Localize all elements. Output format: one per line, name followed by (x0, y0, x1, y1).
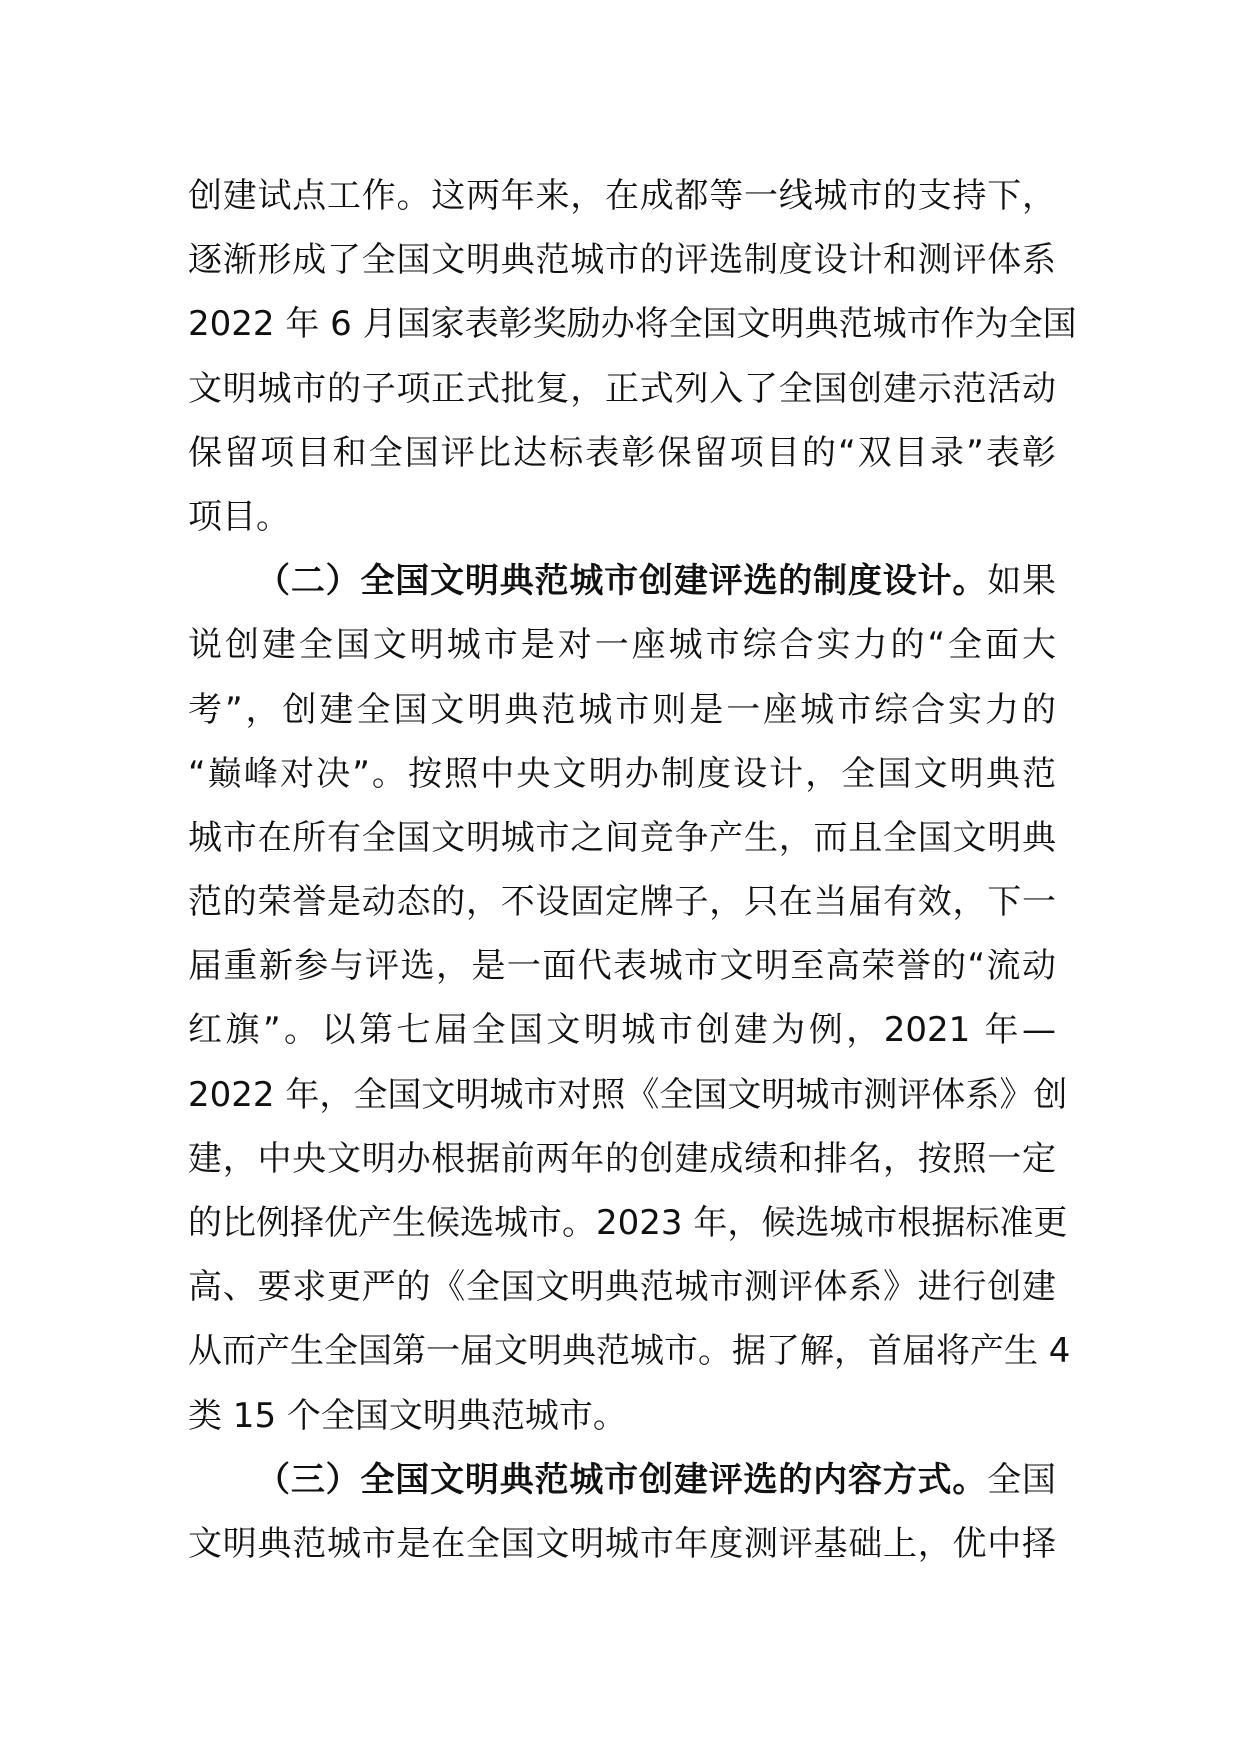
text-line: 2022 年，全国文明城市对照《全国文明城市测评体系》创 (188, 1074, 1068, 1115)
text-line: 项目。 (188, 496, 290, 537)
section-heading: （三）全国文明典范城市创建评选的内容方式。 (256, 1459, 988, 1500)
heading-line-rest: 如果 (987, 561, 1057, 602)
text-line: 城市在所有全国文明城市之间竞争产生，而且全国文明典 (188, 817, 1056, 858)
text-line: 届重新参与评选，是一面代表城市文明至高荣誉的“流动 (188, 946, 1056, 987)
text-line: 2022 年 6 月国家表彰奖励办将全国文明典范城市作为全国 (188, 304, 1077, 345)
paragraph (188, 164, 1077, 549)
section-heading-line (188, 1448, 1056, 1512)
body-text (188, 164, 1077, 1576)
text-line: “巅峰对决”。按照中央文明办制度设计，全国文明典范 (188, 753, 1056, 794)
paragraph (188, 1448, 1056, 1576)
heading-line-rest: 全国 (987, 1459, 1057, 1500)
text-line: 建，中央文明办根据前两年的创建成绩和排名，按照一定 (188, 1138, 1056, 1179)
text-line: 文明典范城市是在全国文明城市年度测评基础上，优中择 (188, 1523, 1056, 1564)
text-line: 说创建全国文明城市是对一座城市综合实力的“全面大 (188, 625, 1056, 666)
text-line: 文明城市的子项正式批复，正式列入了全国创建示范活动 (188, 368, 1056, 409)
text-line: 从而产生全国第一届文明典范城市。据了解，首届将产生 4 (188, 1331, 1071, 1372)
text-line: 类 15 个全国文明典范城市。 (188, 1395, 627, 1436)
text-line: 考”，创建全国文明典范城市则是一座城市综合实力的 (188, 689, 1056, 730)
text-line: 的比例择优产生候选城市。2023 年，候选城市根据标准更 (188, 1203, 1068, 1243)
text-line: 范的荣誉是动态的，不设固定牌子，只在当届有效，下一 (188, 882, 1056, 923)
paragraph (188, 549, 1071, 1448)
section-heading-line (188, 549, 1056, 613)
text-line: 保留项目和全国评比达标表彰保留项目的“双目录”表彰 (188, 432, 1056, 473)
text-line: 逐渐形成了全国文明典范城市的评选制度设计和测评体系 (188, 240, 1056, 281)
text-line: 高、要求更严的《全国文明典范城市测评体系》进行创建 (188, 1267, 1056, 1308)
section-heading: （二）全国文明典范城市创建评选的制度设计。 (256, 561, 988, 602)
text-line: 创建试点工作。这两年来，在成都等一线城市的支持下， (188, 176, 1056, 216)
text-line: 红旗”。以第七届全国文明城市创建为例，2021 年— (188, 1010, 1056, 1051)
